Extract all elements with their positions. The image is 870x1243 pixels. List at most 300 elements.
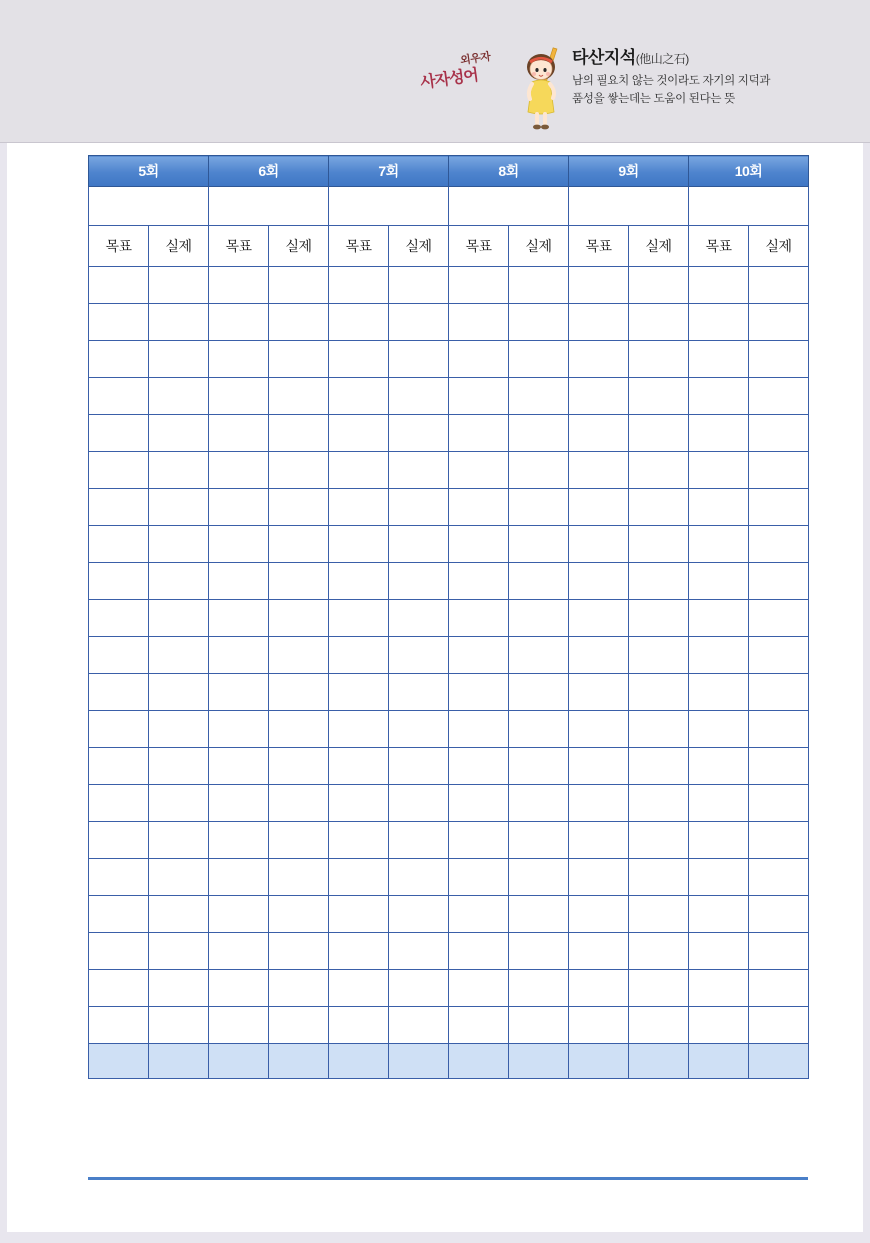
round-header-cell: 6회	[209, 156, 329, 187]
data-cell[interactable]	[629, 785, 689, 822]
data-cell[interactable]	[449, 748, 509, 785]
data-cell[interactable]	[329, 822, 389, 859]
data-cell[interactable]	[629, 822, 689, 859]
data-cell[interactable]	[449, 637, 509, 674]
data-cell[interactable]	[269, 452, 329, 489]
data-cell[interactable]	[509, 785, 569, 822]
data-cell[interactable]	[449, 785, 509, 822]
subheader-cell: 목표	[449, 226, 509, 267]
data-cell[interactable]	[689, 933, 749, 970]
total-cell[interactable]	[509, 1044, 569, 1079]
data-cell[interactable]	[89, 304, 149, 341]
data-cell[interactable]	[149, 563, 209, 600]
data-cell[interactable]	[269, 822, 329, 859]
data-cell[interactable]	[209, 600, 269, 637]
data-cell[interactable]	[89, 341, 149, 378]
data-cell[interactable]	[209, 748, 269, 785]
data-cell[interactable]	[449, 674, 509, 711]
data-cell[interactable]	[149, 785, 209, 822]
data-cell[interactable]	[509, 600, 569, 637]
data-cell[interactable]	[89, 489, 149, 526]
data-cell[interactable]	[89, 674, 149, 711]
data-cell[interactable]	[569, 378, 629, 415]
data-cell[interactable]	[269, 859, 329, 896]
subheader-cell: 목표	[329, 226, 389, 267]
data-cell[interactable]	[329, 674, 389, 711]
data-cell[interactable]	[209, 304, 269, 341]
data-cell[interactable]	[389, 896, 449, 933]
data-cell[interactable]	[509, 933, 569, 970]
total-cell[interactable]	[449, 1044, 509, 1079]
data-cell[interactable]	[209, 711, 269, 748]
data-cell[interactable]	[749, 637, 809, 674]
data-cell[interactable]	[749, 415, 809, 452]
data-cell[interactable]	[749, 1007, 809, 1044]
table-row	[89, 378, 809, 415]
data-cell[interactable]	[209, 452, 269, 489]
data-cell[interactable]	[269, 748, 329, 785]
data-cell[interactable]	[449, 711, 509, 748]
data-cell[interactable]	[269, 970, 329, 1007]
data-cell[interactable]	[149, 933, 209, 970]
data-cell[interactable]	[749, 785, 809, 822]
data-cell[interactable]	[269, 415, 329, 452]
data-cell[interactable]	[689, 267, 749, 304]
data-cell[interactable]	[569, 489, 629, 526]
data-cell[interactable]	[449, 378, 509, 415]
data-cell[interactable]	[389, 822, 449, 859]
data-cell[interactable]	[569, 933, 629, 970]
data-cell[interactable]	[629, 933, 689, 970]
data-cell[interactable]	[149, 970, 209, 1007]
data-cell[interactable]	[689, 822, 749, 859]
data-cell[interactable]	[569, 1007, 629, 1044]
total-cell[interactable]	[749, 1044, 809, 1079]
data-cell[interactable]	[689, 711, 749, 748]
data-cell[interactable]	[329, 637, 389, 674]
total-cell[interactable]	[209, 1044, 269, 1079]
data-cell[interactable]	[269, 304, 329, 341]
data-cell[interactable]	[209, 563, 269, 600]
total-cell[interactable]	[89, 1044, 149, 1079]
data-cell[interactable]	[329, 452, 389, 489]
data-cell[interactable]	[689, 674, 749, 711]
data-cell[interactable]	[749, 822, 809, 859]
data-cell[interactable]	[89, 452, 149, 489]
data-cell[interactable]	[449, 896, 509, 933]
data-cell[interactable]	[569, 637, 629, 674]
subheader-cell: 실제	[149, 226, 209, 267]
data-cell[interactable]	[209, 674, 269, 711]
data-cell[interactable]	[209, 267, 269, 304]
data-cell[interactable]	[269, 378, 329, 415]
data-cell[interactable]	[749, 378, 809, 415]
data-cell[interactable]	[209, 859, 269, 896]
data-cell[interactable]	[569, 415, 629, 452]
data-cell[interactable]	[509, 970, 569, 1007]
data-cell[interactable]	[149, 526, 209, 563]
data-cell[interactable]	[509, 711, 569, 748]
data-cell[interactable]	[749, 896, 809, 933]
data-cell[interactable]	[689, 637, 749, 674]
data-cell[interactable]	[449, 341, 509, 378]
idiom-title-hanja: (他山之石)	[635, 52, 689, 66]
data-cell[interactable]	[689, 563, 749, 600]
data-cell[interactable]	[89, 711, 149, 748]
data-cell[interactable]	[689, 896, 749, 933]
data-cell[interactable]	[509, 563, 569, 600]
data-cell[interactable]	[149, 341, 209, 378]
total-cell[interactable]	[689, 1044, 749, 1079]
data-cell[interactable]	[209, 526, 269, 563]
data-cell[interactable]	[449, 304, 509, 341]
data-cell[interactable]	[509, 637, 569, 674]
data-cell[interactable]	[449, 563, 509, 600]
table-row	[89, 563, 809, 600]
data-cell[interactable]	[629, 378, 689, 415]
data-cell[interactable]	[569, 452, 629, 489]
data-cell[interactable]	[629, 859, 689, 896]
stamp-line1: 외우자	[459, 50, 492, 68]
data-cell[interactable]	[629, 267, 689, 304]
data-cell[interactable]	[89, 785, 149, 822]
data-cell[interactable]	[89, 563, 149, 600]
data-cell[interactable]	[209, 970, 269, 1007]
data-cell[interactable]	[689, 785, 749, 822]
record-table	[88, 155, 809, 1079]
total-cell[interactable]	[149, 1044, 209, 1079]
data-cell[interactable]	[629, 304, 689, 341]
data-cell[interactable]	[689, 600, 749, 637]
data-cell[interactable]	[689, 378, 749, 415]
data-cell[interactable]	[749, 711, 809, 748]
data-cell[interactable]	[569, 526, 629, 563]
data-cell[interactable]	[689, 526, 749, 563]
data-cell[interactable]	[389, 378, 449, 415]
data-cell[interactable]	[749, 563, 809, 600]
sheet-bottom-rule	[88, 1177, 808, 1180]
data-cell[interactable]	[89, 896, 149, 933]
data-cell[interactable]	[329, 267, 389, 304]
note-cell[interactable]	[209, 187, 329, 226]
data-cell[interactable]	[389, 563, 449, 600]
data-cell[interactable]	[749, 341, 809, 378]
note-cell[interactable]	[449, 187, 569, 226]
data-cell[interactable]	[149, 452, 209, 489]
data-cell[interactable]	[329, 489, 389, 526]
data-cell[interactable]	[389, 859, 449, 896]
data-cell[interactable]	[449, 859, 509, 896]
data-cell[interactable]	[449, 415, 509, 452]
data-cell[interactable]	[629, 674, 689, 711]
data-cell[interactable]	[749, 859, 809, 896]
data-cell[interactable]	[209, 822, 269, 859]
data-cell[interactable]	[389, 933, 449, 970]
data-cell[interactable]	[509, 489, 569, 526]
data-cell[interactable]	[269, 896, 329, 933]
note-cell[interactable]	[569, 187, 689, 226]
data-cell[interactable]	[149, 304, 209, 341]
data-cell[interactable]	[269, 600, 329, 637]
data-cell[interactable]	[569, 859, 629, 896]
data-cell[interactable]	[509, 1007, 569, 1044]
data-cell[interactable]	[329, 341, 389, 378]
data-cell[interactable]	[89, 378, 149, 415]
table-row	[89, 859, 809, 896]
data-cell[interactable]	[89, 859, 149, 896]
data-cell[interactable]	[269, 526, 329, 563]
data-cell[interactable]	[689, 489, 749, 526]
data-cell[interactable]	[629, 1007, 689, 1044]
data-cell[interactable]	[269, 341, 329, 378]
data-cell[interactable]	[89, 970, 149, 1007]
data-cell[interactable]	[149, 748, 209, 785]
data-cell[interactable]	[149, 674, 209, 711]
data-cell[interactable]	[149, 859, 209, 896]
table-row	[89, 785, 809, 822]
data-cell[interactable]	[209, 341, 269, 378]
data-cell[interactable]	[329, 600, 389, 637]
data-cell[interactable]	[569, 970, 629, 1007]
data-cell[interactable]	[149, 415, 209, 452]
note-cell[interactable]	[89, 187, 209, 226]
data-cell[interactable]	[629, 563, 689, 600]
data-cell[interactable]	[569, 674, 629, 711]
data-cell[interactable]	[389, 785, 449, 822]
data-cell[interactable]	[269, 563, 329, 600]
data-cell[interactable]	[89, 267, 149, 304]
data-cell[interactable]	[149, 637, 209, 674]
data-cell[interactable]	[89, 415, 149, 452]
data-cell[interactable]	[329, 304, 389, 341]
data-cell[interactable]	[749, 600, 809, 637]
data-cell[interactable]	[629, 526, 689, 563]
data-cell[interactable]	[629, 748, 689, 785]
table-row	[89, 637, 809, 674]
data-cell[interactable]	[449, 1007, 509, 1044]
data-cell[interactable]	[629, 452, 689, 489]
data-cell[interactable]	[269, 267, 329, 304]
data-cell[interactable]	[389, 267, 449, 304]
data-cell[interactable]	[749, 267, 809, 304]
data-cell[interactable]	[629, 711, 689, 748]
data-cell[interactable]	[629, 637, 689, 674]
total-cell[interactable]	[569, 1044, 629, 1079]
data-cell[interactable]	[449, 933, 509, 970]
table-row	[89, 970, 809, 1007]
data-cell[interactable]	[629, 970, 689, 1007]
data-cell[interactable]	[209, 415, 269, 452]
data-cell[interactable]	[389, 304, 449, 341]
data-cell[interactable]	[209, 637, 269, 674]
data-cell[interactable]	[509, 896, 569, 933]
table-row	[89, 1007, 809, 1044]
data-cell[interactable]	[689, 859, 749, 896]
data-cell[interactable]	[509, 378, 569, 415]
data-cell[interactable]	[389, 526, 449, 563]
data-cell[interactable]	[329, 526, 389, 563]
data-cell[interactable]	[389, 415, 449, 452]
data-cell[interactable]	[269, 933, 329, 970]
data-cell[interactable]	[629, 341, 689, 378]
data-cell[interactable]	[209, 489, 269, 526]
data-cell[interactable]	[509, 859, 569, 896]
data-cell[interactable]	[449, 452, 509, 489]
data-cell[interactable]	[449, 526, 509, 563]
data-cell[interactable]	[389, 341, 449, 378]
data-cell[interactable]	[509, 341, 569, 378]
data-cell[interactable]	[569, 341, 629, 378]
round-header-cell: 7회	[329, 156, 449, 187]
data-cell[interactable]	[269, 785, 329, 822]
data-cell[interactable]	[689, 452, 749, 489]
data-cell[interactable]	[749, 304, 809, 341]
data-cell[interactable]	[149, 600, 209, 637]
data-cell[interactable]	[209, 1007, 269, 1044]
data-cell[interactable]	[329, 1007, 389, 1044]
total-cell[interactable]	[329, 1044, 389, 1079]
data-cell[interactable]	[449, 600, 509, 637]
round-header-cell: 5회	[89, 156, 209, 187]
data-cell[interactable]	[329, 415, 389, 452]
table-row	[89, 304, 809, 341]
note-cell[interactable]	[329, 187, 449, 226]
data-cell[interactable]	[389, 748, 449, 785]
data-cell[interactable]	[689, 970, 749, 1007]
total-cell[interactable]	[629, 1044, 689, 1079]
data-cell[interactable]	[569, 711, 629, 748]
data-cell[interactable]	[449, 970, 509, 1007]
data-cell[interactable]	[509, 526, 569, 563]
data-cell[interactable]	[749, 748, 809, 785]
data-cell[interactable]	[569, 785, 629, 822]
total-cell[interactable]	[389, 1044, 449, 1079]
data-cell[interactable]	[749, 489, 809, 526]
data-cell[interactable]	[89, 822, 149, 859]
data-cell[interactable]	[389, 452, 449, 489]
header-band	[0, 0, 870, 143]
data-cell[interactable]	[509, 822, 569, 859]
data-cell[interactable]	[269, 674, 329, 711]
data-cell[interactable]	[209, 378, 269, 415]
data-cell[interactable]	[149, 1007, 209, 1044]
data-cell[interactable]	[389, 970, 449, 1007]
data-cell[interactable]	[269, 711, 329, 748]
data-cell[interactable]	[149, 489, 209, 526]
table-row	[89, 600, 809, 637]
data-cell[interactable]	[569, 748, 629, 785]
data-cell[interactable]	[569, 267, 629, 304]
data-cell[interactable]	[389, 711, 449, 748]
data-cell[interactable]	[149, 378, 209, 415]
data-cell[interactable]	[689, 1007, 749, 1044]
data-cell[interactable]	[569, 822, 629, 859]
data-cell[interactable]	[389, 1007, 449, 1044]
data-cell[interactable]	[569, 896, 629, 933]
idiom-stamp	[420, 50, 520, 110]
data-cell[interactable]	[329, 970, 389, 1007]
data-cell[interactable]	[569, 563, 629, 600]
note-cell[interactable]	[689, 187, 809, 226]
data-cell[interactable]	[329, 859, 389, 896]
data-cell[interactable]	[629, 896, 689, 933]
data-cell[interactable]	[689, 415, 749, 452]
data-cell[interactable]	[689, 304, 749, 341]
stamp-line2: 사자성어	[419, 67, 480, 92]
data-cell[interactable]	[509, 304, 569, 341]
data-cell[interactable]	[509, 748, 569, 785]
data-cell[interactable]	[89, 600, 149, 637]
data-cell[interactable]	[749, 933, 809, 970]
data-cell[interactable]	[269, 489, 329, 526]
data-cell[interactable]	[329, 933, 389, 970]
data-cell[interactable]	[149, 822, 209, 859]
data-cell[interactable]	[629, 600, 689, 637]
data-cell[interactable]	[269, 637, 329, 674]
data-cell[interactable]	[209, 896, 269, 933]
data-cell[interactable]	[149, 267, 209, 304]
subheader-cell: 목표	[89, 226, 149, 267]
data-cell[interactable]	[749, 526, 809, 563]
data-cell[interactable]	[389, 674, 449, 711]
data-cell[interactable]	[329, 785, 389, 822]
data-cell[interactable]	[209, 785, 269, 822]
data-cell[interactable]	[89, 748, 149, 785]
data-cell[interactable]	[509, 452, 569, 489]
data-cell[interactable]	[689, 748, 749, 785]
data-cell[interactable]	[569, 600, 629, 637]
data-cell[interactable]	[449, 489, 509, 526]
data-cell[interactable]	[449, 267, 509, 304]
data-cell[interactable]	[329, 711, 389, 748]
data-cell[interactable]	[389, 489, 449, 526]
total-cell[interactable]	[269, 1044, 329, 1079]
data-cell[interactable]	[89, 933, 149, 970]
subheader-cell: 목표	[569, 226, 629, 267]
table-row	[89, 489, 809, 526]
data-cell[interactable]	[629, 415, 689, 452]
data-cell[interactable]	[689, 341, 749, 378]
data-cell[interactable]	[329, 378, 389, 415]
data-cell[interactable]	[509, 674, 569, 711]
subheader-cell: 실제	[509, 226, 569, 267]
data-cell[interactable]	[149, 896, 209, 933]
data-cell[interactable]	[329, 748, 389, 785]
data-cell[interactable]	[449, 822, 509, 859]
header-content	[420, 46, 850, 132]
round-header-cell: 9회	[569, 156, 689, 187]
data-cell[interactable]	[269, 1007, 329, 1044]
data-cell[interactable]	[389, 637, 449, 674]
data-cell[interactable]	[509, 267, 569, 304]
table-row	[89, 341, 809, 378]
data-cell[interactable]	[749, 452, 809, 489]
data-cell[interactable]	[569, 304, 629, 341]
data-cell[interactable]	[389, 600, 449, 637]
data-cell[interactable]	[509, 415, 569, 452]
subheader-cell: 실제	[269, 226, 329, 267]
data-cell[interactable]	[89, 1007, 149, 1044]
data-cell[interactable]	[329, 563, 389, 600]
data-cell[interactable]	[329, 896, 389, 933]
data-cell[interactable]	[89, 637, 149, 674]
data-cell[interactable]	[209, 933, 269, 970]
data-cell[interactable]	[629, 489, 689, 526]
data-cell[interactable]	[749, 970, 809, 1007]
data-cell[interactable]	[749, 674, 809, 711]
data-cell[interactable]	[149, 711, 209, 748]
data-cell[interactable]	[89, 526, 149, 563]
